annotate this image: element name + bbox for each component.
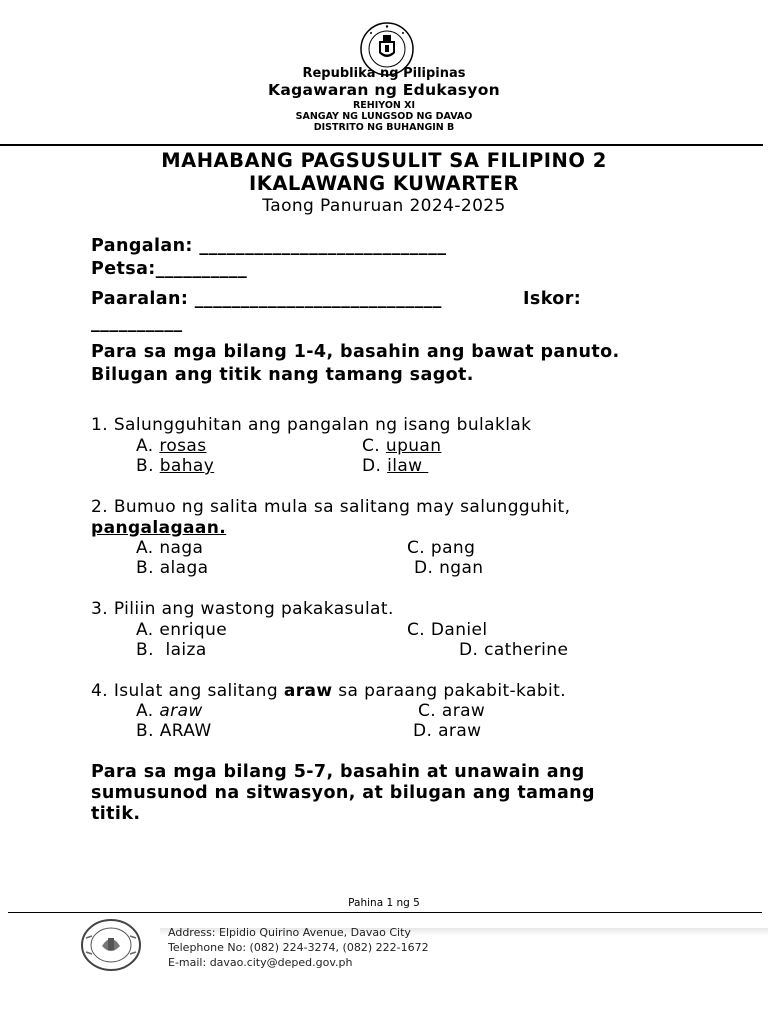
option-text: alaga	[159, 558, 209, 578]
instructions-1-line-2: Bilugan ang titik nang tamang sagot.	[91, 365, 474, 385]
question-1-option-b	[136, 456, 214, 476]
instructions-1-line-1: Para sa mga bilang 1-4, basahin ang bawat panuto.	[91, 342, 620, 362]
instructions-2-line-1: Para sa mga bilang 5-7, basahin at unawain ang	[91, 762, 585, 782]
question-4-stem	[91, 681, 566, 701]
question-3-stem: 3. Piliin ang wastong pakakasulat.	[91, 599, 394, 619]
footer-telephone: Telephone No: (082) 224-3274, (082) 222-1672	[168, 941, 429, 954]
option-text: Daniel	[430, 620, 488, 640]
school-year: Taong Panuruan 2024-2025	[262, 196, 506, 216]
option-letter: D.	[413, 721, 433, 741]
question-3-option-a	[136, 620, 227, 640]
option-letter: D.	[459, 640, 479, 660]
exam-title: MAHABANG PAGSUSULIT SA FILIPINO 2	[161, 149, 607, 172]
name-label: Pangalan:	[91, 236, 193, 256]
option-text: araw	[159, 701, 203, 721]
option-letter: A.	[136, 436, 154, 456]
score-label: Iskor:	[523, 289, 582, 309]
division-seal-logo	[80, 918, 142, 972]
option-letter: C.	[418, 701, 437, 721]
question-2-option-c	[407, 538, 475, 558]
option-text: upuan	[385, 436, 442, 456]
option-text: ngan	[439, 558, 484, 578]
option-text: ARAW	[159, 721, 212, 741]
option-text: rosas	[159, 436, 207, 456]
stem-text: 4. Isulat ang salitang	[91, 681, 284, 701]
option-text: laiza	[159, 640, 207, 660]
question-2-underlined-word: pangalagaan.	[91, 518, 227, 538]
option-text: catherine	[484, 640, 569, 660]
exam-quarter: IKALAWANG KUWARTER	[248, 172, 520, 195]
option-letter: C.	[362, 436, 381, 456]
instructions-2-line-3: titik.	[91, 804, 141, 824]
option-text: ilaw	[387, 456, 429, 476]
footer-email: E-mail: davao.city@deped.gov.ph	[168, 956, 353, 969]
option-letter: B.	[136, 456, 154, 476]
header-region: REHIYON XI	[352, 100, 416, 111]
question-3-option-b	[136, 640, 207, 660]
question-4-option-b	[136, 721, 212, 741]
school-field	[91, 289, 442, 309]
question-2-option-b	[136, 558, 208, 578]
header-division: SANGAY NG LUNGSOD NG DAVAO	[295, 111, 473, 122]
option-letter: C.	[407, 538, 426, 558]
option-text: araw	[441, 701, 486, 721]
option-letter: D.	[362, 456, 382, 476]
header-district: DISTRITO NG BUHANGIN B	[313, 122, 455, 133]
question-1-stem: 1. Salungguhitan ang pangalan ng isang bulaklak	[91, 415, 532, 435]
option-text: enrique	[159, 620, 228, 640]
instructions-2-line-2: sumusunod na sitwasyon, at bilugan ang tamang	[91, 783, 595, 803]
score-blank: __________	[91, 313, 183, 333]
option-letter: A.	[136, 538, 154, 558]
question-4-option-c	[418, 701, 485, 721]
header-divider	[0, 144, 763, 146]
option-text: bahay	[159, 456, 215, 476]
question-1-option-d	[362, 456, 428, 476]
option-letter: C.	[407, 620, 426, 640]
question-3-option-d	[459, 640, 568, 660]
date-label: Petsa:	[91, 259, 156, 279]
date-field	[91, 259, 247, 279]
school-label: Paaralan:	[91, 289, 189, 309]
school-blank: ___________________________	[194, 289, 442, 309]
option-letter: A.	[136, 701, 154, 721]
question-4-option-d	[413, 721, 481, 741]
question-2-option-a	[136, 538, 203, 558]
header-republic: Republika ng Pilipinas	[302, 66, 466, 81]
option-letter: B.	[136, 558, 154, 578]
question-2-stem: 2. Bumuo ng salita mula sa salitang may salungguhit,	[91, 497, 571, 517]
option-letter: B.	[136, 721, 154, 741]
option-text: pang	[430, 538, 476, 558]
question-2-option-d	[414, 558, 483, 578]
footer-divider	[8, 912, 762, 913]
stem-bold-word: araw	[283, 681, 333, 701]
footer-address: Address: Elpidio Quirino Avenue, Davao City	[168, 926, 411, 939]
question-3-option-c	[407, 620, 487, 640]
option-letter: B.	[136, 640, 154, 660]
option-letter: A.	[136, 620, 154, 640]
page-number: Pahina 1 ng 5	[348, 897, 420, 909]
stem-text: sa paraang pakabit-kabit.	[332, 681, 567, 701]
date-blank: __________	[155, 259, 248, 279]
option-letter: D.	[414, 558, 434, 578]
option-text: naga	[159, 538, 204, 558]
question-4-option-a	[136, 701, 203, 721]
header-department: Kagawaran ng Edukasyon	[268, 81, 500, 99]
name-blank: ___________________________	[199, 236, 447, 256]
name-field	[91, 236, 446, 256]
option-text: araw	[438, 721, 482, 741]
question-1-option-c	[362, 436, 441, 456]
question-1-option-a	[136, 436, 207, 456]
